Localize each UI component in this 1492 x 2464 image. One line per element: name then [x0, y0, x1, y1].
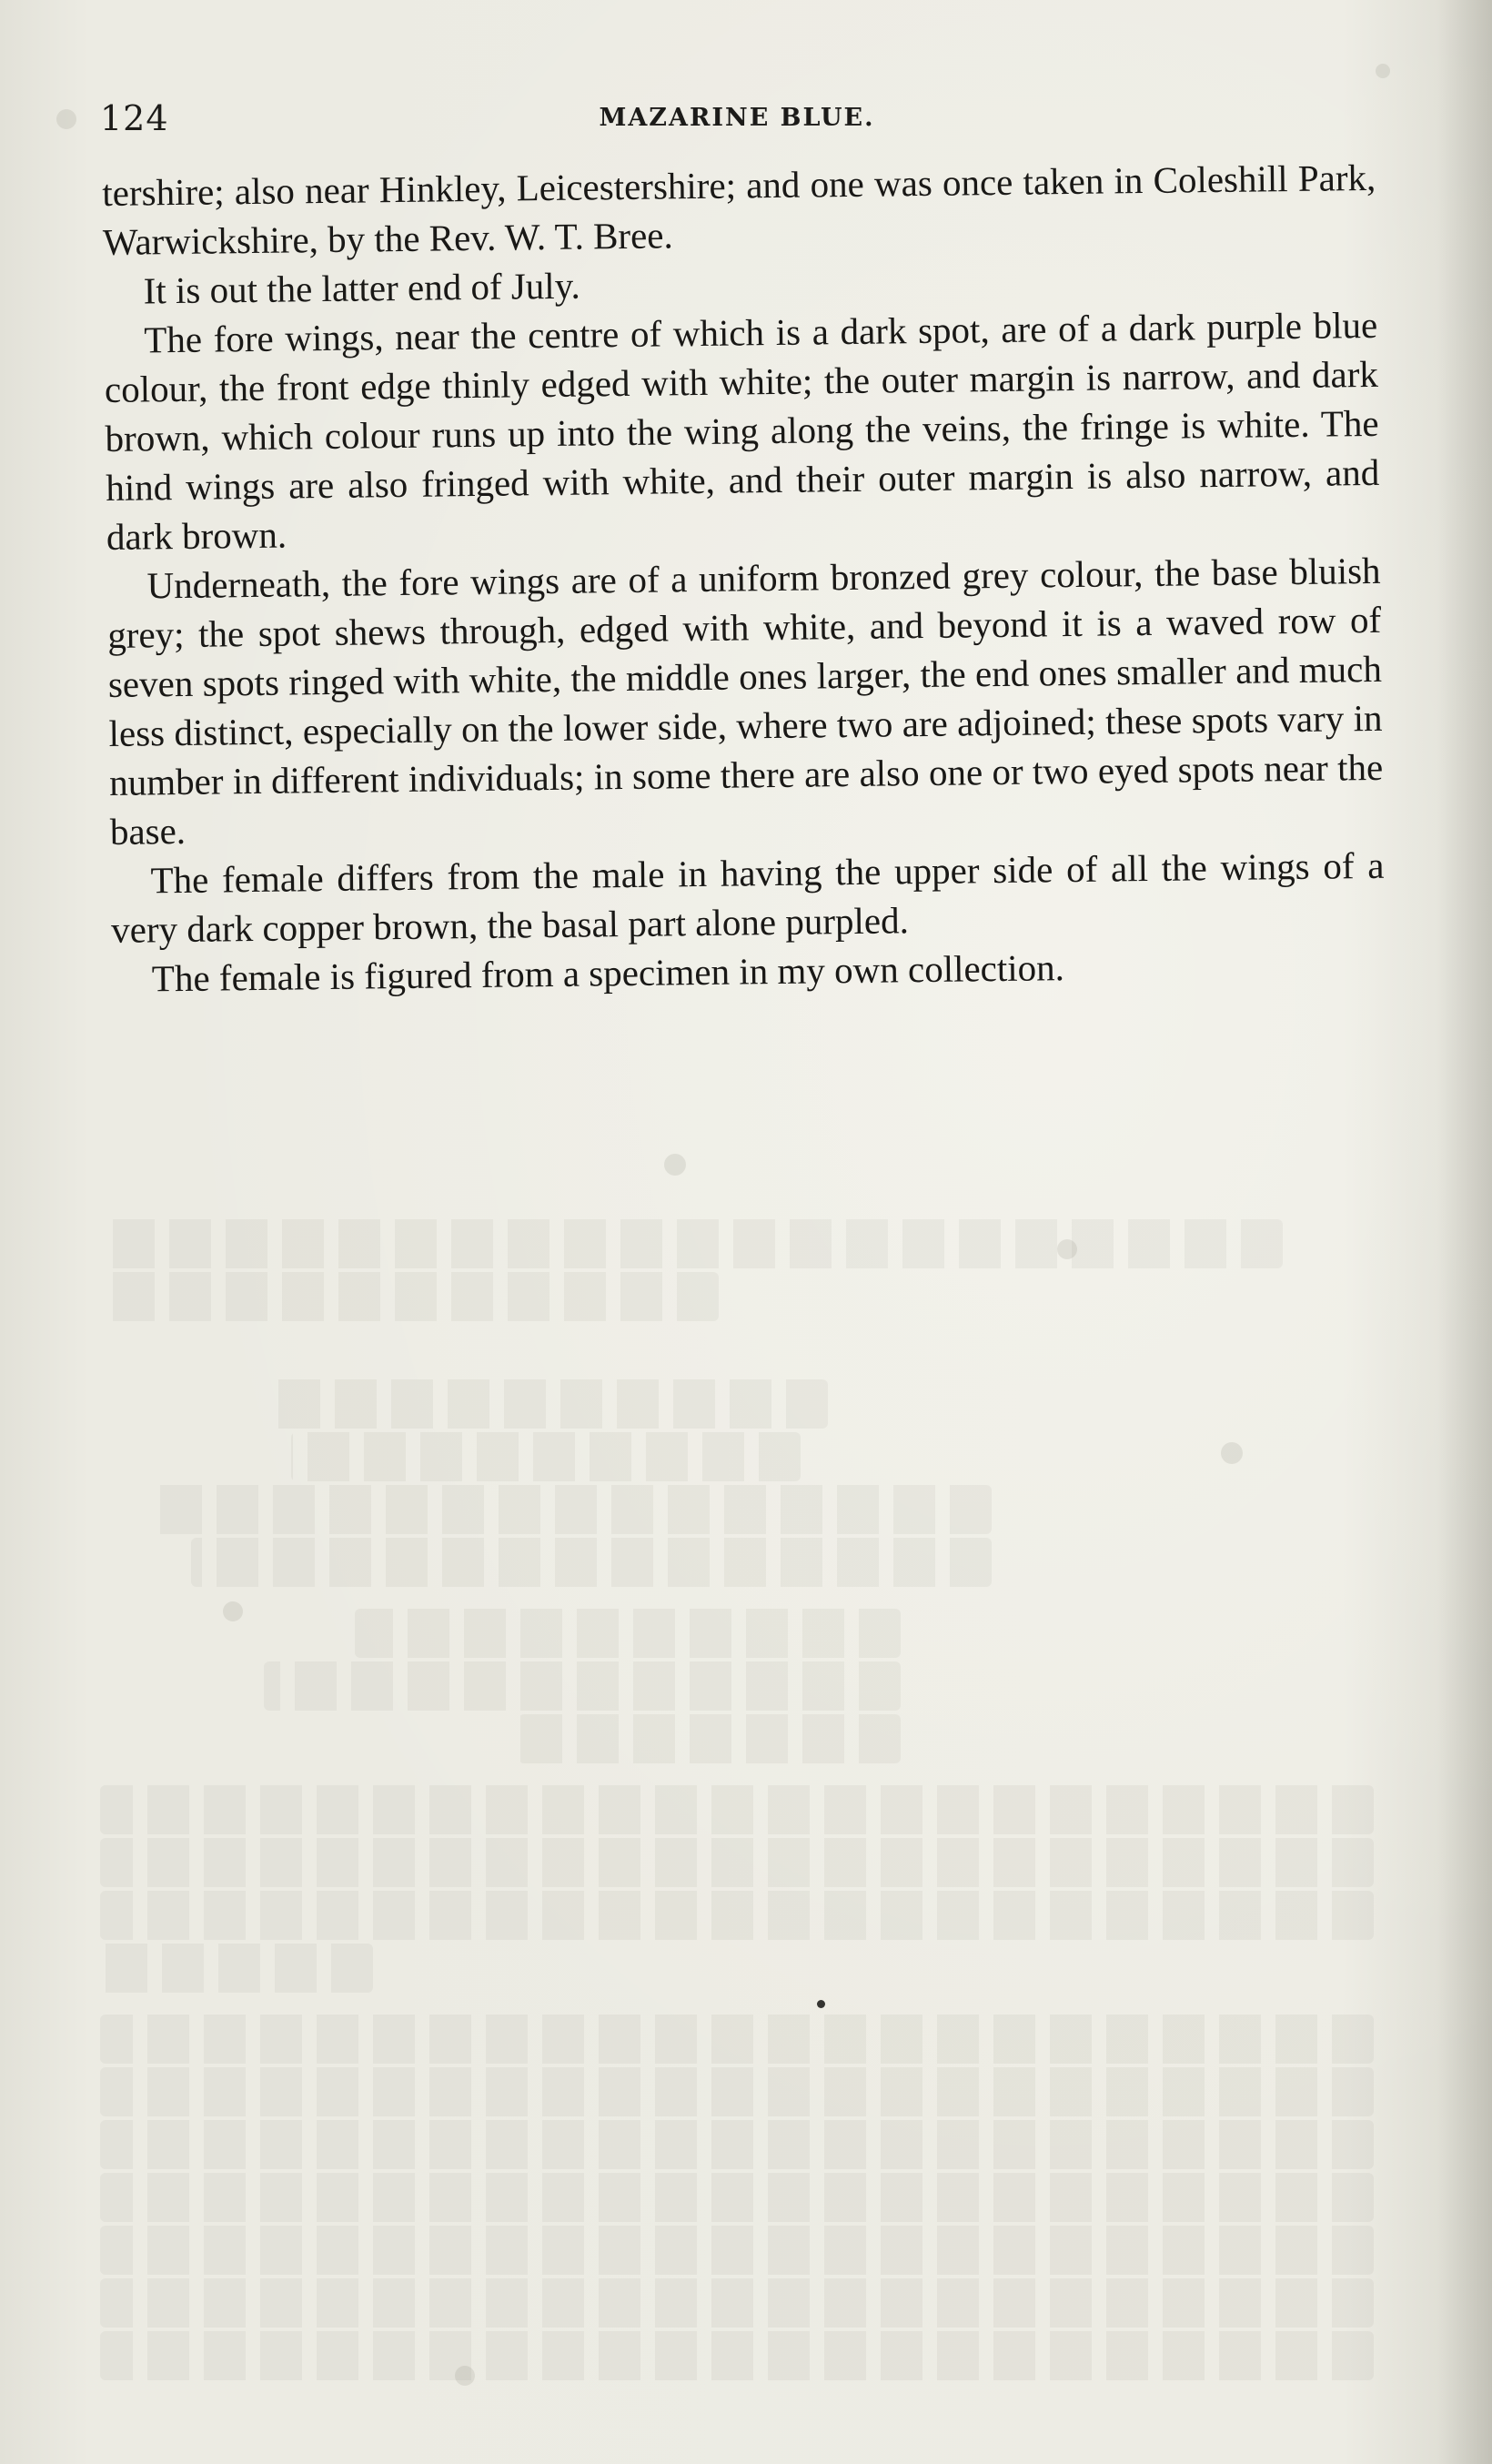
page-header: [100, 91, 1374, 146]
page-gutter-shadow: [1437, 0, 1492, 2464]
paper-foxing-spot: [223, 1601, 243, 1621]
paragraph: The female differs from the male in having the upper side of all the wings of a very dark copper brown, the basal part alone purpled.: [110, 843, 1385, 951]
running-title: MAZARINE BLUE.: [599, 104, 875, 132]
show-through-text: [100, 1219, 1374, 2311]
paragraph: The fore wings, near the centre of which is a dark spot, are of a dark purple blue colour, the front edge thinly edged with white; the outer margin is narrow, and dark brown, which colour runs up into the wing along the veins, the fringe is white. The hind wings are also fringed with white, and their outer margin is also narrow, and dark brown.: [104, 303, 1380, 558]
paper-foxing-spot: [1057, 1239, 1077, 1259]
body-text: [102, 153, 1386, 1004]
paper-foxing-spot: [664, 1154, 686, 1176]
paragraph: Underneath, the fore wings are of a uniform bronzed grey colour, the base bluish grey; the spot shews through, edged with white, and beyond it is a waved row of seven spots ringed with white, the middle ones larger, the end ones smaller and much less distinct, especially on the lower side, where two are adjoined; these spots vary in number in different individuals; in some there are also one or two eyed spots near the base.: [106, 549, 1384, 853]
paper-foxing-spot: [455, 2366, 475, 2386]
paragraph: tershire; also near Hinkley, Leicestershire; and one was once taken in Coleshill Park, Warwickshire, by the Rev. W. T. Bree.: [102, 156, 1376, 263]
paper-foxing-spot: [1376, 64, 1390, 78]
paper-foxing-spot: [1221, 1442, 1243, 1464]
paragraph: The female is figured from a specimen in my own collection.: [151, 946, 1065, 1000]
paragraph: It is out the latter end of July.: [143, 264, 581, 312]
paper-foxing-spot: [56, 109, 76, 129]
paper-ink-dot: [817, 2000, 825, 2008]
page-number: 124: [100, 98, 169, 138]
